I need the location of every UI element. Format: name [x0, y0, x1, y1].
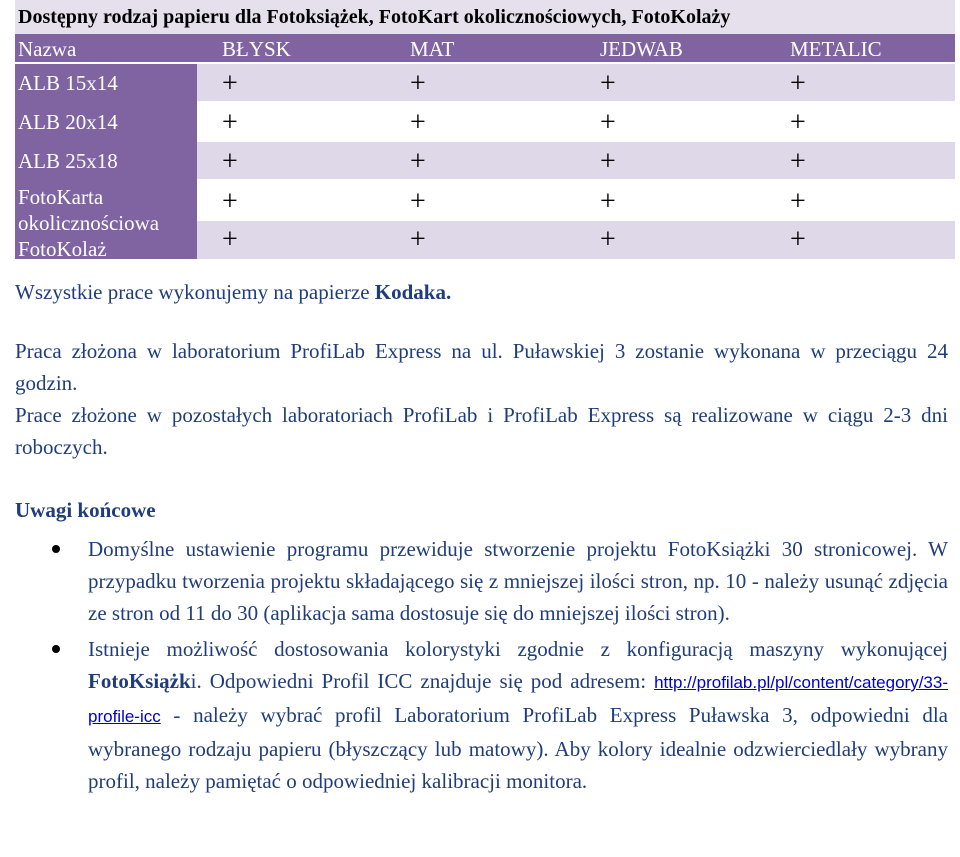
- table-cell: +: [790, 107, 806, 138]
- row-name-line: okolicznościowa: [18, 211, 160, 235]
- page-heading: Dostępny rodzaj papieru dla Fotoksiążek, FotoKart okolicznościowych, FotoKolaży: [15, 0, 955, 34]
- table-header-row: [15, 34, 955, 64]
- table-cell: +: [222, 68, 238, 99]
- list-item: [88, 633, 948, 797]
- final-notes-list: [88, 533, 948, 801]
- table-cell: +: [410, 68, 426, 99]
- bullet-text: - należy wybrać profil Laboratorium ProfiLab Express Puławska 3, odpowiedni dla wybranego rodzaju papieru (błyszczący lub matowy). Aby kolory idealnie odzwierciedlały wybrany profil, należy pamiętać o odpowiedniej kalibracji monitora.: [88, 703, 948, 793]
- table-cell: +: [600, 68, 616, 99]
- bullet-text: i. Odpowiedni Profil ICC znajduje się pod adresem:: [190, 669, 655, 693]
- table-cell: +: [222, 107, 238, 138]
- table-cell: +: [600, 224, 616, 255]
- table-cell: +: [790, 146, 806, 177]
- column-header-blysk: BŁYSK: [222, 37, 291, 61]
- bullet-text: Domyślne ustawienie programu przewiduje stworzenie projektu FotoKsiążki 30 stronicowej. W przypadku tworzenia projektu składającego się z mniejszej ilości stron, np. 10 - należy usunąć zdjęcia ze stron od 11 do 30 (aplikacja sama dostosuje się do mniejszej ilości stron).: [88, 537, 948, 625]
- table-row: [15, 103, 955, 142]
- paragraph-express: Praca złożona w laboratorium ProfiLab Express na ul. Puławskiej 3 zostanie wykonana w przeciągu 24 godzin.: [15, 339, 948, 395]
- column-header-metalic: METALIC: [790, 37, 882, 61]
- table-cell: +: [222, 224, 238, 255]
- table-row: [15, 142, 955, 181]
- section-title: Uwagi końcowe: [15, 498, 156, 522]
- bullet-bold: FotoKsiążk: [88, 669, 191, 693]
- table-cell: +: [790, 224, 806, 255]
- table-cell: +: [410, 186, 426, 217]
- table-row-stripe: [197, 221, 955, 259]
- column-header-mat: MAT: [410, 37, 455, 61]
- table-cell: +: [410, 224, 426, 255]
- kodak-note: [15, 280, 451, 305]
- column-header-jedwab: JEDWAB: [600, 37, 683, 61]
- bullet-icon: [52, 545, 60, 553]
- row-name-line: FotoKolaż: [18, 237, 107, 261]
- table-cell: +: [600, 107, 616, 138]
- column-header-name: Nazwa: [18, 37, 77, 61]
- row-name: ALB 20x14: [15, 103, 197, 142]
- note-brand: Kodaka.: [374, 280, 452, 304]
- note-text: Wszystkie prace wykonujemy na papierze: [15, 280, 375, 304]
- paper-type-table: [15, 34, 955, 261]
- row-name: ALB 25x18: [15, 142, 197, 181]
- table-cell: +: [410, 107, 426, 138]
- table-row: [15, 64, 955, 103]
- row-name-line: FotoKarta: [18, 185, 104, 209]
- profile-icc-link[interactable]: http://profilab.pl/pl/content/category/33-profile-icc: [88, 673, 948, 726]
- table-cell: +: [222, 186, 238, 217]
- table-cell: +: [600, 186, 616, 217]
- row-name: [15, 181, 197, 259]
- table-row: [15, 181, 955, 261]
- bullet-text: Istnieje możliwość dostosowania kolorystyki zgodnie z konfiguracją maszyny wykonującej: [88, 637, 948, 661]
- table-cell: +: [410, 146, 426, 177]
- list-item: [88, 533, 948, 629]
- table-cell: +: [222, 146, 238, 177]
- table-cell: +: [600, 146, 616, 177]
- bullet-icon: [52, 645, 60, 653]
- table-cell: +: [790, 186, 806, 217]
- row-name: ALB 15x14: [15, 64, 197, 103]
- paragraph-other-labs: Prace złożone w pozostałych laboratoriach ProfiLab i ProfiLab Express są realizowane w ciągu 2-3 dni roboczych.: [15, 403, 948, 459]
- table-cell: +: [790, 68, 806, 99]
